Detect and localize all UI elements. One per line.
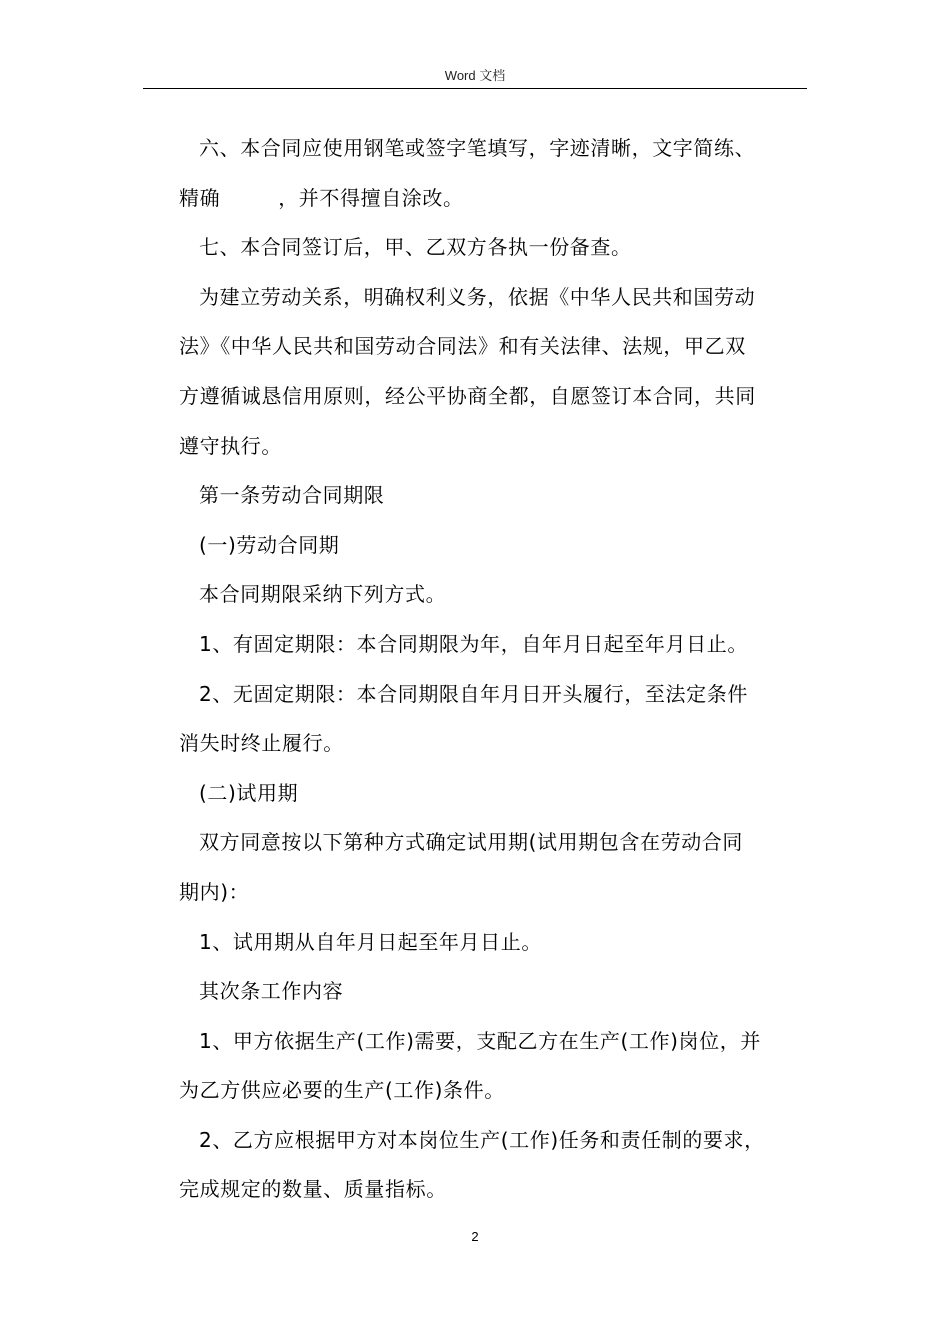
paragraph-line: 为建立劳动关系，明确权利义务，依据《中华人民共和国劳动 [199,284,756,309]
page-header: Word 文档 [444,68,506,83]
document-body [179,124,809,1215]
list-item: 2、乙方应根据甲方对本岗位生产(工作)任务和责任制的要求， [199,1127,765,1152]
paragraph-line: 消失时终止履行。 [179,731,344,756]
list-item: 1、有固定期限：本合同期限为年，自年月日起至年月日止。 [199,631,748,656]
subsection-heading: (二)试用期 [199,780,299,805]
paragraph-line: 法》《中华人民共和国劳动合同法》和有关法律、法规，甲乙双 [179,334,746,359]
paragraph-line: 本合同期限采纳下列方式。 [199,582,447,607]
paragraph-line: 六、本合同应使用钢笔或签字笔填写，字迹清晰，文字简练、 [199,136,756,160]
paragraph-line [179,174,809,224]
subsection-heading: (一)劳动合同期 [199,532,340,557]
list-item: 2、无固定期限：本合同期限自年月日开头履行，至法定条件 [199,681,748,706]
paragraph-line: 七、本合同签订后，甲、乙双方各执一份备查。 [199,235,632,260]
paragraph-line: 遵守执行。 [179,433,282,458]
header-rule [143,88,807,89]
paragraph-line: 为乙方供应必要的生产(工作)条件。 [179,1078,505,1103]
line-text: ，并不得擅自涂改。 [278,185,464,210]
paragraph-line: 完成规定的数量、质量指标。 [179,1177,447,1202]
section-heading: 其次条工作内容 [199,979,344,1004]
page-number: 2 [471,1229,479,1244]
paragraph-line: 期内)： [179,879,250,904]
line-prefix: 精确 [179,185,221,210]
list-item: 1、试用期从自年月日起至年月日止。 [199,929,542,954]
list-item: 1、甲方依据生产(工作)需要，支配乙方在生产(工作)岗位，并 [199,1028,761,1053]
paragraph-line: 方遵循诚恳信用原则，经公平协商全都，自愿签订本合同，共同 [179,383,756,408]
section-heading: 第一条劳动合同期限 [199,483,385,508]
paragraph-line: 双方同意按以下第种方式确定试用期(试用期包含在劳动合同 [199,830,744,855]
